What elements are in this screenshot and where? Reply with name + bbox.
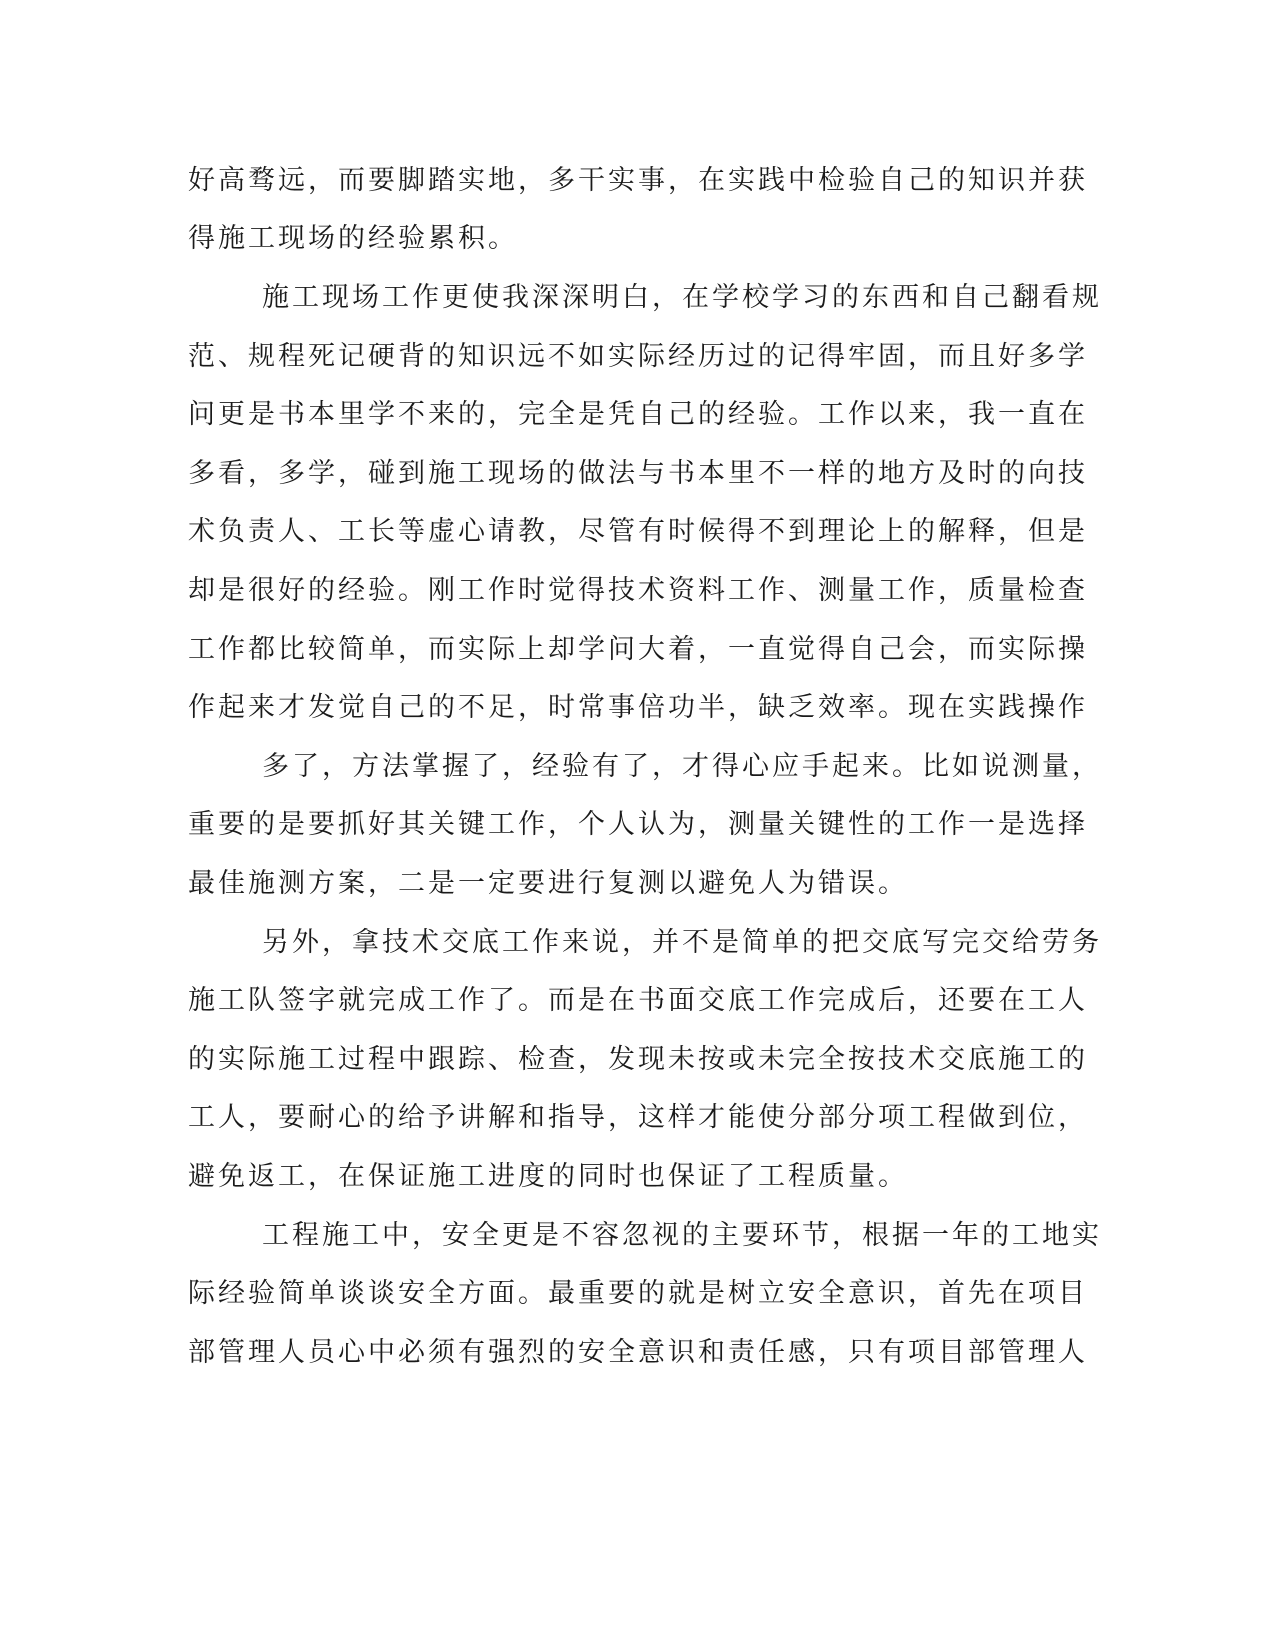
text-line: 术负责人、工长等虚心请教，尽管有时候得不到理论上的解释，但是 bbox=[188, 516, 1088, 547]
text-line: 多了，方法掌握了，经验有了，才得心应手起来。比如说测量， bbox=[262, 751, 1102, 782]
text-line: 问更是书本里学不来的，完全是凭自己的经验。工作以来，我一直在 bbox=[188, 399, 1088, 430]
text-line: 作起来才发觉自己的不足，时常事倍功半，缺乏效率。现在实践操作 bbox=[188, 692, 1088, 723]
text-line: 另外，拿技术交底工作来说，并不是简单的把交底写完交给劳务 bbox=[262, 927, 1102, 958]
text-line: 得施工现场的经验累积。 bbox=[188, 223, 518, 254]
text-line: 重要的是要抓好其关键工作，个人认为，测量关键性的工作一是选择 bbox=[188, 809, 1088, 840]
text-line: 工作都比较简单，而实际上却学问大着，一直觉得自己会，而实际操 bbox=[188, 634, 1088, 665]
text-line: 工程施工中，安全更是不容忽视的主要环节，根据一年的工地实 bbox=[262, 1220, 1102, 1251]
text-line: 际经验简单谈谈安全方面。最重要的就是树立安全意识，首先在项目 bbox=[188, 1278, 1088, 1309]
text-line: 的实际施工过程中跟踪、检查，发现未按或未完全按技术交底施工的 bbox=[188, 1044, 1088, 1075]
text-line: 最佳施测方案，二是一定要进行复测以避免人为错误。 bbox=[188, 868, 908, 899]
text-line: 避免返工，在保证施工进度的同时也保证了工程质量。 bbox=[188, 1161, 908, 1192]
text-line: 施工现场工作更使我深深明白，在学校学习的东西和自己翻看规 bbox=[262, 282, 1102, 313]
text-line: 工人，要耐心的给予讲解和指导，这样才能使分部分项工程做到位， bbox=[188, 1102, 1088, 1133]
text-line: 范、规程死记硬背的知识远不如实际经历过的记得牢固，而且好多学 bbox=[188, 341, 1088, 372]
text-line: 却是很好的经验。刚工作时觉得技术资料工作、测量工作，质量检查 bbox=[188, 575, 1088, 606]
text-line: 多看，多学，碰到施工现场的做法与书本里不一样的地方及时的向技 bbox=[188, 458, 1088, 489]
text-line: 施工队签字就完成工作了。而是在书面交底工作完成后，还要在工人 bbox=[188, 985, 1088, 1016]
text-line: 部管理人员心中必须有强烈的安全意识和责任感，只有项目部管理人 bbox=[188, 1337, 1088, 1368]
text-line: 好高骛远，而要脚踏实地，多干实事，在实践中检验自己的知识并获 bbox=[188, 165, 1088, 196]
